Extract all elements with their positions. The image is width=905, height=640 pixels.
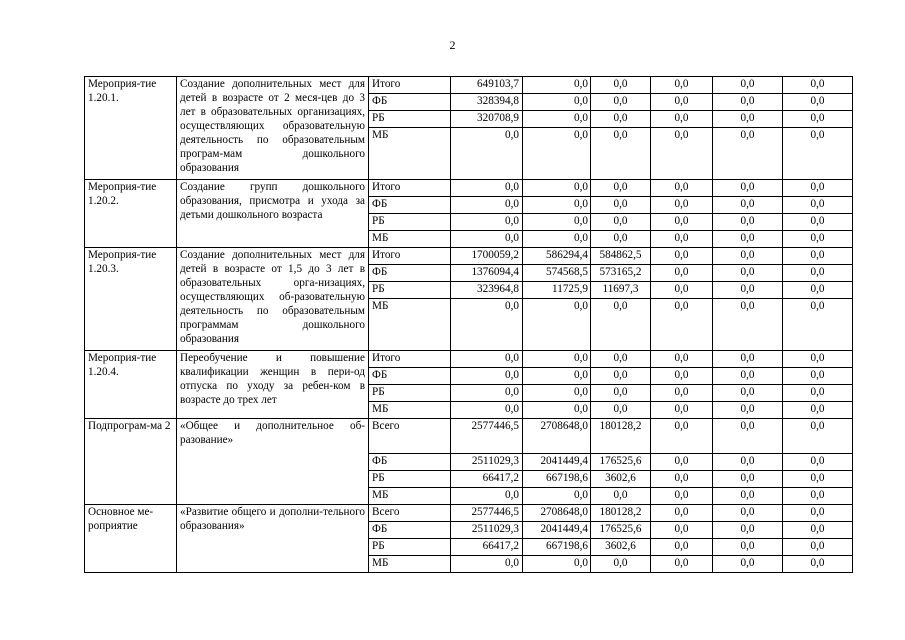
amount-cell: 667198,6: [523, 539, 591, 556]
amount-cell: 0,0: [783, 419, 853, 454]
amount-cell: 0,0: [783, 471, 853, 488]
amount-cell: 0,0: [651, 351, 713, 368]
amount-cell: 0,0: [591, 299, 651, 351]
amount-cell: 0,0: [713, 248, 783, 265]
amount-cell: 180128,2: [591, 419, 651, 454]
amount-cell: 0,0: [713, 128, 783, 180]
activity-description: «Развитие общего и дополни-тельного образования»: [177, 505, 369, 573]
funding-source: РБ: [369, 385, 451, 402]
amount-cell: 0,0: [523, 94, 591, 111]
amount-cell: 0,0: [713, 556, 783, 573]
amount-cell: 0,0: [783, 248, 853, 265]
amount-cell: 0,0: [591, 94, 651, 111]
amount-cell: 649103,7: [451, 77, 523, 94]
amount-cell: 176525,6: [591, 522, 651, 539]
amount-cell: 0,0: [651, 111, 713, 128]
amount-cell: 0,0: [451, 368, 523, 385]
amount-cell: 574568,5: [523, 265, 591, 282]
amount-cell: 0,0: [523, 351, 591, 368]
amount-cell: 0,0: [523, 180, 591, 197]
activity-name: Мероприя-тие 1.20.1.: [85, 77, 177, 180]
amount-cell: 11697,3: [591, 282, 651, 299]
funding-source: Всего: [369, 505, 451, 522]
amount-cell: 0,0: [451, 128, 523, 180]
amount-cell: 0,0: [651, 522, 713, 539]
amount-cell: 0,0: [523, 197, 591, 214]
table-row: [85, 351, 853, 368]
funding-source: МБ: [369, 299, 451, 351]
amount-cell: 320708,9: [451, 111, 523, 128]
activity-description: «Общее и дополнительное об-разование»: [177, 419, 369, 505]
amount-cell: 0,0: [523, 402, 591, 419]
amount-cell: 0,0: [783, 231, 853, 248]
funding-source: ФБ: [369, 454, 451, 471]
amount-cell: 0,0: [713, 180, 783, 197]
amount-cell: 0,0: [651, 419, 713, 454]
amount-cell: 0,0: [783, 454, 853, 471]
amount-cell: 0,0: [523, 231, 591, 248]
activity-name: Основное ме-роприятие: [85, 505, 177, 573]
amount-cell: 0,0: [651, 180, 713, 197]
amount-cell: 0,0: [651, 299, 713, 351]
amount-cell: 0,0: [713, 299, 783, 351]
funding-source: МБ: [369, 556, 451, 573]
amount-cell: 0,0: [451, 402, 523, 419]
amount-cell: 0,0: [591, 368, 651, 385]
amount-cell: 66417,2: [451, 471, 523, 488]
amount-cell: 0,0: [713, 111, 783, 128]
amount-cell: 0,0: [783, 77, 853, 94]
funding-source: МБ: [369, 231, 451, 248]
amount-cell: 2041449,4: [523, 522, 591, 539]
amount-cell: 11725,9: [523, 282, 591, 299]
budget-table-body: [85, 77, 853, 573]
activity-description: Создание дополнительных мест для детей в возрасте от 2 меся-цев до 3 лет в образовательных организациях, осуществляющих образовательную деятельность по образовательным програм-мам дошкольного образования: [177, 77, 369, 180]
amount-cell: 0,0: [451, 299, 523, 351]
amount-cell: 0,0: [783, 265, 853, 282]
amount-cell: 2708648,0: [523, 419, 591, 454]
amount-cell: 0,0: [591, 488, 651, 505]
amount-cell: 0,0: [591, 128, 651, 180]
amount-cell: 0,0: [651, 282, 713, 299]
amount-cell: 0,0: [783, 299, 853, 351]
amount-cell: 0,0: [783, 197, 853, 214]
activity-description: Создание дополнительных мест для детей в возрасте от 1,5 до 3 лет в образовательных орга-низациях, осуществляющих об-разовательную деятельность по образовательным программам дошкольного образования: [177, 248, 369, 351]
amount-cell: 0,0: [783, 556, 853, 573]
amount-cell: 0,0: [651, 128, 713, 180]
amount-cell: 0,0: [713, 368, 783, 385]
amount-cell: 0,0: [451, 385, 523, 402]
amount-cell: 0,0: [591, 214, 651, 231]
amount-cell: 0,0: [651, 488, 713, 505]
amount-cell: 3602,6: [591, 539, 651, 556]
amount-cell: 0,0: [591, 180, 651, 197]
amount-cell: 586294,4: [523, 248, 591, 265]
amount-cell: 0,0: [783, 488, 853, 505]
funding-source: ФБ: [369, 94, 451, 111]
funding-source: МБ: [369, 128, 451, 180]
funding-source: РБ: [369, 214, 451, 231]
amount-cell: 0,0: [651, 556, 713, 573]
page-number: 2: [449, 38, 456, 52]
amount-cell: 2708648,0: [523, 505, 591, 522]
amount-cell: 2511029,3: [451, 522, 523, 539]
amount-cell: 0,0: [713, 488, 783, 505]
amount-cell: 2577446,5: [451, 419, 523, 454]
funding-source: ФБ: [369, 368, 451, 385]
amount-cell: 0,0: [783, 505, 853, 522]
amount-cell: 0,0: [591, 77, 651, 94]
amount-cell: 0,0: [713, 231, 783, 248]
amount-cell: 0,0: [713, 77, 783, 94]
funding-source: МБ: [369, 402, 451, 419]
amount-cell: 180128,2: [591, 505, 651, 522]
amount-cell: 0,0: [651, 385, 713, 402]
amount-cell: 0,0: [783, 111, 853, 128]
funding-source: РБ: [369, 282, 451, 299]
amount-cell: 0,0: [651, 471, 713, 488]
amount-cell: 0,0: [783, 94, 853, 111]
activity-name: Мероприя-тие 1.20.4.: [85, 351, 177, 419]
amount-cell: 0,0: [523, 77, 591, 94]
amount-cell: 0,0: [451, 351, 523, 368]
funding-source: РБ: [369, 471, 451, 488]
amount-cell: 0,0: [451, 231, 523, 248]
amount-cell: 0,0: [713, 197, 783, 214]
amount-cell: 0,0: [651, 231, 713, 248]
amount-cell: 0,0: [713, 454, 783, 471]
amount-cell: 0,0: [783, 385, 853, 402]
amount-cell: 667198,6: [523, 471, 591, 488]
amount-cell: 0,0: [523, 299, 591, 351]
amount-cell: 0,0: [651, 197, 713, 214]
amount-cell: 0,0: [591, 385, 651, 402]
amount-cell: 176525,6: [591, 454, 651, 471]
amount-cell: 0,0: [783, 282, 853, 299]
amount-cell: 1376094,4: [451, 265, 523, 282]
amount-cell: 0,0: [451, 556, 523, 573]
amount-cell: 0,0: [783, 368, 853, 385]
amount-cell: 0,0: [651, 539, 713, 556]
budget-table: [84, 76, 853, 573]
amount-cell: 0,0: [651, 265, 713, 282]
amount-cell: 66417,2: [451, 539, 523, 556]
amount-cell: 0,0: [713, 419, 783, 454]
funding-source: Итого: [369, 248, 451, 265]
amount-cell: 0,0: [713, 385, 783, 402]
activity-name: Мероприя-тие 1.20.3.: [85, 248, 177, 351]
amount-cell: 0,0: [523, 111, 591, 128]
amount-cell: 0,0: [523, 214, 591, 231]
amount-cell: 0,0: [783, 402, 853, 419]
funding-source: РБ: [369, 111, 451, 128]
amount-cell: 0,0: [651, 248, 713, 265]
amount-cell: 0,0: [523, 128, 591, 180]
funding-source: Итого: [369, 180, 451, 197]
amount-cell: 0,0: [651, 368, 713, 385]
amount-cell: 0,0: [713, 351, 783, 368]
activity-description: Переобучение и повышение квалификации женщин в пери-од отпуска по уходу за ребен-ком в возрасте до трех лет: [177, 351, 369, 419]
amount-cell: 0,0: [451, 197, 523, 214]
amount-cell: 0,0: [591, 402, 651, 419]
amount-cell: 0,0: [783, 522, 853, 539]
amount-cell: 0,0: [591, 351, 651, 368]
amount-cell: 328394,8: [451, 94, 523, 111]
amount-cell: 0,0: [651, 402, 713, 419]
funding-source: РБ: [369, 539, 451, 556]
funding-source: Итого: [369, 351, 451, 368]
amount-cell: 2577446,5: [451, 505, 523, 522]
amount-cell: 0,0: [523, 556, 591, 573]
amount-cell: 0,0: [713, 402, 783, 419]
amount-cell: 0,0: [651, 94, 713, 111]
funding-source: ФБ: [369, 197, 451, 214]
amount-cell: 0,0: [451, 488, 523, 505]
amount-cell: 0,0: [713, 282, 783, 299]
table-row: [85, 505, 853, 522]
amount-cell: 0,0: [651, 77, 713, 94]
funding-source: Итого: [369, 77, 451, 94]
amount-cell: 0,0: [523, 385, 591, 402]
funding-source: ФБ: [369, 522, 451, 539]
amount-cell: 0,0: [451, 180, 523, 197]
table-row: [85, 419, 853, 454]
amount-cell: 3602,6: [591, 471, 651, 488]
activity-name: Подпрограм-ма 2: [85, 419, 177, 505]
amount-cell: 0,0: [713, 214, 783, 231]
amount-cell: 323964,8: [451, 282, 523, 299]
amount-cell: 0,0: [651, 214, 713, 231]
amount-cell: 573165,2: [591, 265, 651, 282]
amount-cell: 0,0: [713, 522, 783, 539]
funding-source: Всего: [369, 419, 451, 454]
amount-cell: 0,0: [651, 454, 713, 471]
activity-name: Мероприя-тие 1.20.2.: [85, 180, 177, 248]
activity-description: Создание групп дошкольного образования, присмотра и ухода за детьми дошкольного возраста: [177, 180, 369, 248]
amount-cell: 1700059,2: [451, 248, 523, 265]
amount-cell: 0,0: [783, 214, 853, 231]
amount-cell: 2511029,3: [451, 454, 523, 471]
amount-cell: 2041449,4: [523, 454, 591, 471]
table-row: [85, 77, 853, 94]
amount-cell: 0,0: [713, 94, 783, 111]
amount-cell: 0,0: [591, 231, 651, 248]
amount-cell: 584862,5: [591, 248, 651, 265]
amount-cell: 0,0: [783, 128, 853, 180]
amount-cell: 0,0: [713, 505, 783, 522]
amount-cell: 0,0: [713, 539, 783, 556]
amount-cell: 0,0: [591, 556, 651, 573]
table-row: [85, 180, 853, 197]
funding-source: ФБ: [369, 265, 451, 282]
amount-cell: 0,0: [523, 488, 591, 505]
amount-cell: 0,0: [591, 111, 651, 128]
amount-cell: 0,0: [783, 180, 853, 197]
amount-cell: 0,0: [713, 265, 783, 282]
amount-cell: 0,0: [713, 471, 783, 488]
amount-cell: 0,0: [783, 351, 853, 368]
table-row: [85, 248, 853, 265]
funding-source: МБ: [369, 488, 451, 505]
amount-cell: 0,0: [523, 368, 591, 385]
amount-cell: 0,0: [783, 539, 853, 556]
amount-cell: 0,0: [651, 505, 713, 522]
amount-cell: 0,0: [451, 214, 523, 231]
amount-cell: 0,0: [591, 197, 651, 214]
